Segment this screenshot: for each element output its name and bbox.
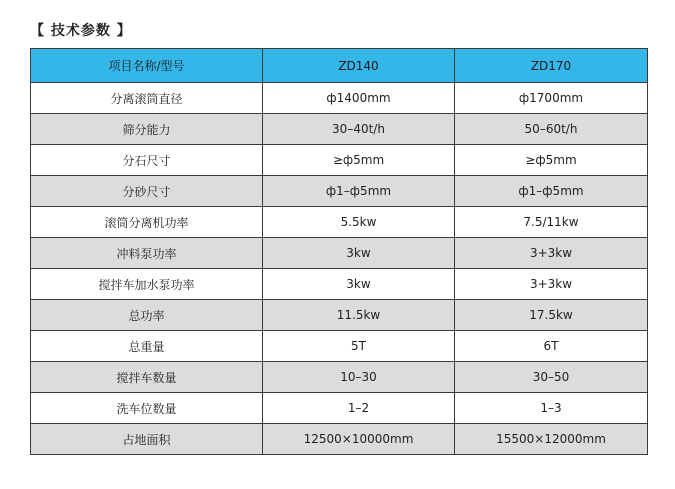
table-row [31, 269, 648, 300]
row-label: 滚筒分离机功率 [31, 207, 263, 238]
cell-zd140: 30–40t/h [263, 114, 455, 145]
table-row [31, 176, 648, 207]
cell-zd140: 3kw [263, 269, 455, 300]
cell-zd170: 15500×12000mm [455, 424, 648, 455]
cell-zd140: 1–2 [263, 393, 455, 424]
table-row [31, 424, 648, 455]
cell-zd140: ф1–ф5mm [263, 176, 455, 207]
row-label: 总功率 [31, 300, 263, 331]
row-label: 分离滚筒直径 [31, 83, 263, 114]
row-label: 总重量 [31, 331, 263, 362]
cell-zd170: 50–60t/h [455, 114, 648, 145]
section-title: 【 技术参数 】 [30, 23, 132, 39]
table-header-row [31, 49, 648, 83]
cell-zd170: 6T [455, 331, 648, 362]
cell-zd140: 5.5kw [263, 207, 455, 238]
cell-zd170: 3+3kw [455, 269, 648, 300]
cell-zd170: 1–3 [455, 393, 648, 424]
cell-zd140: 5T [263, 331, 455, 362]
table-row [31, 83, 648, 114]
header-cell-zd140: ZD140 [263, 49, 455, 83]
cell-zd140: 11.5kw [263, 300, 455, 331]
row-label: 冲料泵功率 [31, 238, 263, 269]
row-label: 洗车位数量 [31, 393, 263, 424]
cell-zd170: ф1700mm [455, 83, 648, 114]
cell-zd140: 12500×10000mm [263, 424, 455, 455]
table-row [31, 331, 648, 362]
table-row [31, 300, 648, 331]
table-row [31, 362, 648, 393]
cell-zd170: 17.5kw [455, 300, 648, 331]
row-label: 搅拌车加水泵功率 [31, 269, 263, 300]
row-label: 占地面积 [31, 424, 263, 455]
cell-zd170: ≥ф5mm [455, 145, 648, 176]
table-row [31, 114, 648, 145]
row-label: 分石尺寸 [31, 145, 263, 176]
table-row [31, 393, 648, 424]
cell-zd170: 7.5/11kw [455, 207, 648, 238]
row-label: 搅拌车数量 [31, 362, 263, 393]
cell-zd140: 10–30 [263, 362, 455, 393]
spec-table [30, 48, 648, 455]
row-label: 筛分能力 [31, 114, 263, 145]
header-cell-item: 项目名称/型号 [31, 49, 263, 83]
cell-zd140: ≥ф5mm [263, 145, 455, 176]
row-label: 分砂尺寸 [31, 176, 263, 207]
header-cell-zd170: ZD170 [455, 49, 648, 83]
table-row [31, 145, 648, 176]
cell-zd140: 3kw [263, 238, 455, 269]
table-row [31, 207, 648, 238]
cell-zd170: 3+3kw [455, 238, 648, 269]
cell-zd170: ф1–ф5mm [455, 176, 648, 207]
cell-zd170: 30–50 [455, 362, 648, 393]
cell-zd140: ф1400mm [263, 83, 455, 114]
table-row [31, 238, 648, 269]
